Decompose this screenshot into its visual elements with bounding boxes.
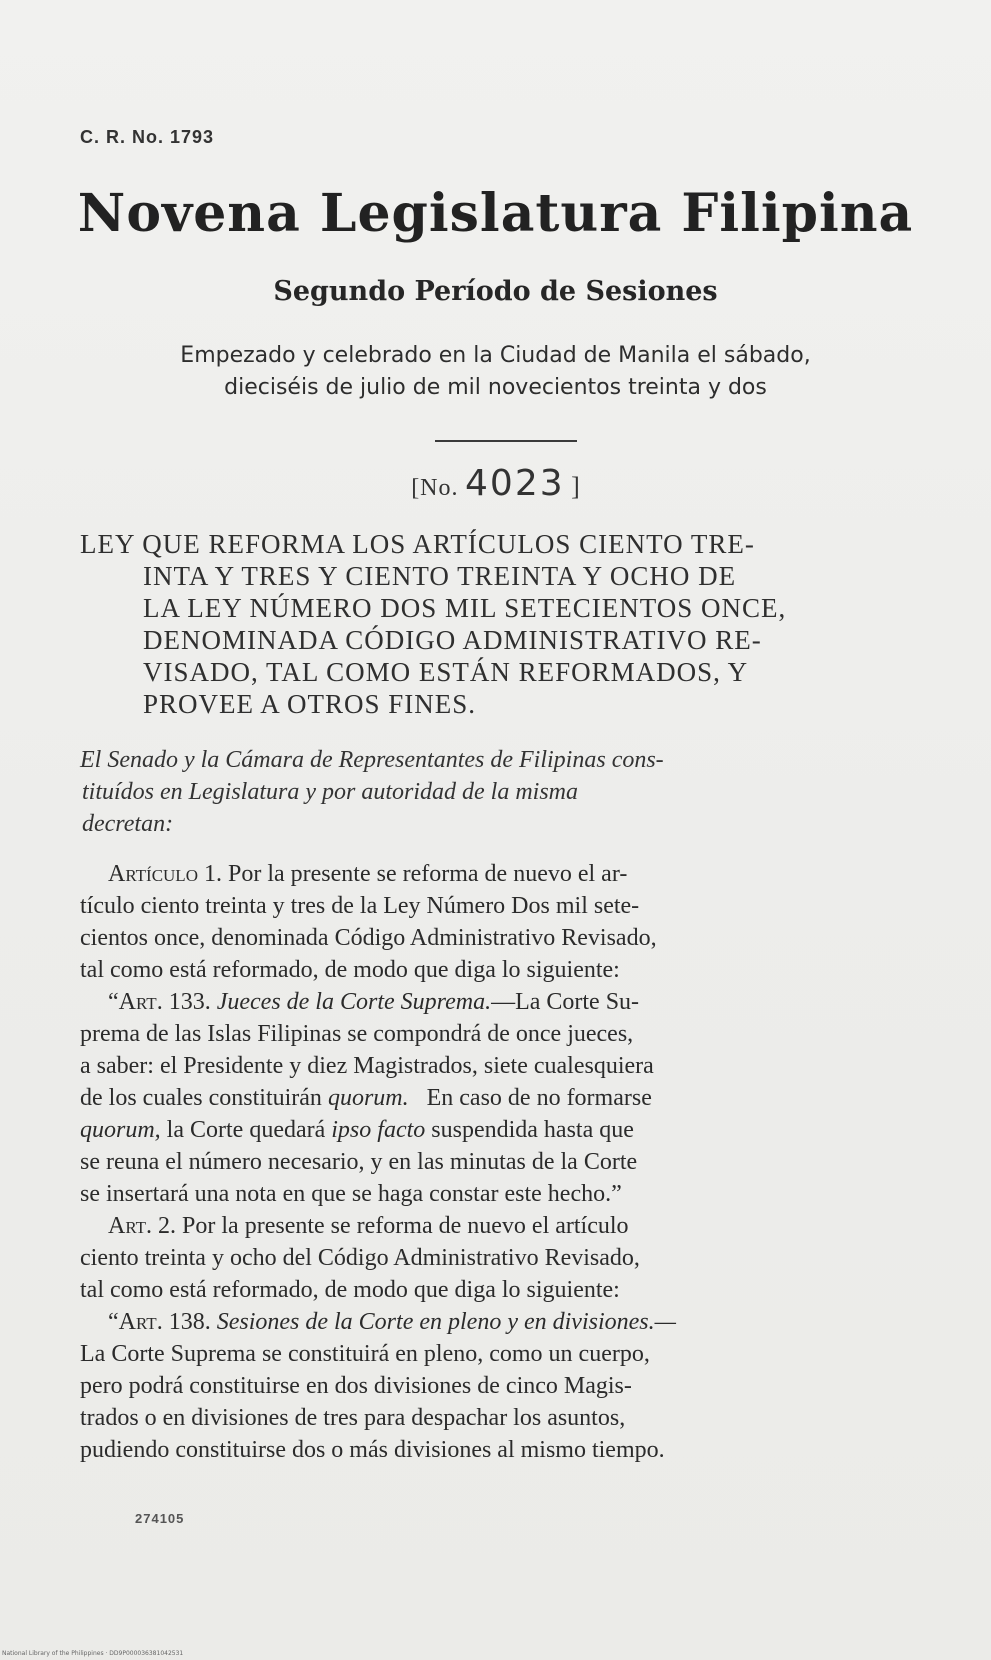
section-138-line: “Art. 138. Sesiones de la Corte en pleno y en divisiones.— — [108, 1309, 676, 1335]
session-subtitle: Segundo Período de Sesiones — [273, 276, 718, 307]
law-title-line: INTA Y TRES Y CIENTO TREINTA Y OCHO DE — [143, 561, 737, 591]
article-1-line: Artículo 1. Por la presente se reforma de nuevo el ar- — [108, 861, 628, 887]
article-2-line: ciento treinta y ocho del Código Administrativo Revisado, — [80, 1245, 640, 1271]
section-138-line: pudiendo constituirse dos o más divisiones al mismo tiempo. — [80, 1437, 665, 1463]
section-133-heading: Jueces de la Corte Suprema. — [216, 989, 492, 1015]
article-1-line: tículo ciento treinta y tres de la Ley Número Dos mil sete- — [80, 893, 640, 919]
law-title-line: DENOMINADA CÓDIGO ADMINISTRATIVO RE- — [143, 625, 762, 655]
law-title — [80, 528, 910, 720]
act-number-value: 4023 — [465, 463, 565, 504]
section-133-line: se reuna el número necesario, y en las minutas de la Corte — [80, 1149, 638, 1175]
enacting-clause-line: decretan: — [82, 811, 174, 837]
section-138-label: Art. — [118, 1309, 163, 1335]
section-133-line: prema de las Islas Filipinas se compondrá de once jueces, — [80, 1021, 634, 1047]
act-number-label: [No. — [411, 475, 459, 501]
section-133-line: de los cuales constituirán quorum. En caso de no formarse — [80, 1085, 652, 1111]
law-title-line: PROVEE A OTROS FINES. — [143, 689, 477, 719]
session-intro — [0, 340, 991, 404]
article-2-label: Art. — [108, 1213, 153, 1239]
article-1-line: cientos once, denominada Código Administrativo Revisado, — [80, 925, 657, 951]
article-2-line: Art. 2. Por la presente se reforma de nuevo el artículo — [108, 1213, 629, 1239]
enacting-clause-line: El Senado y la Cámara de Representantes de Filipinas cons- — [80, 747, 664, 773]
divider-rule — [435, 440, 577, 442]
section-133-label: Art. — [118, 989, 163, 1015]
section-133-line: quorum, la Corte quedará ipso facto suspendida hasta que — [80, 1117, 634, 1143]
act-body — [80, 858, 910, 1466]
article-2-line: tal como está reformado, de modo que diga lo siguiente: — [80, 1277, 620, 1303]
section-138-line: La Corte Suprema se constituirá en pleno, como un cuerpo, — [80, 1341, 650, 1367]
article-1-line: tal como está reformado, de modo que diga lo siguiente: — [80, 957, 620, 983]
legislature-title: Novena Legislatura Filipina — [77, 183, 914, 244]
document-reference: C. R. No. 1793 — [80, 127, 215, 147]
enacting-clause-line: tituídos en Legislatura y por autoridad de la misma — [82, 779, 579, 805]
section-133-line: “Art. 133. Jueces de la Corte Suprema.—La Corte Su- — [108, 989, 640, 1015]
intro-line: dieciséis de julio de mil novecientos treinta y dos — [224, 375, 767, 400]
section-138-heading: Sesiones de la Corte en pleno y en divisiones.— — [216, 1309, 676, 1335]
intro-line: Empezado y celebrado en la Ciudad de Manila el sábado, — [180, 343, 811, 368]
printing-number: 274105 — [135, 1511, 185, 1526]
section-138-line: pero podrá constituirse en dos divisiones de cinco Magis- — [80, 1373, 632, 1399]
section-138-line: trados o en divisiones de tres para despachar los asuntos, — [80, 1405, 626, 1431]
act-number-close: ] — [571, 472, 580, 501]
section-133-line: a saber: el Presidente y diez Magistrados, siete cualesquiera — [80, 1053, 654, 1079]
law-title-line: VISADO, TAL COMO ESTÁN REFORMADOS, Y — [143, 657, 749, 687]
act-number — [0, 463, 991, 504]
law-title-line: LA LEY NÚMERO DOS MIL SETECIENTOS ONCE, — [143, 593, 787, 623]
law-title-line: LEY QUE REFORMA LOS ARTÍCULOS CIENTO TRE- — [80, 529, 755, 559]
section-133-line: se insertará una nota en que se haga constar este hecho.” — [80, 1181, 622, 1207]
archive-credit: National Library of the Philippines · DD9P000036381042531 — [2, 1650, 184, 1657]
enacting-clause — [80, 744, 910, 840]
article-1-label: Artículo — [108, 861, 198, 887]
